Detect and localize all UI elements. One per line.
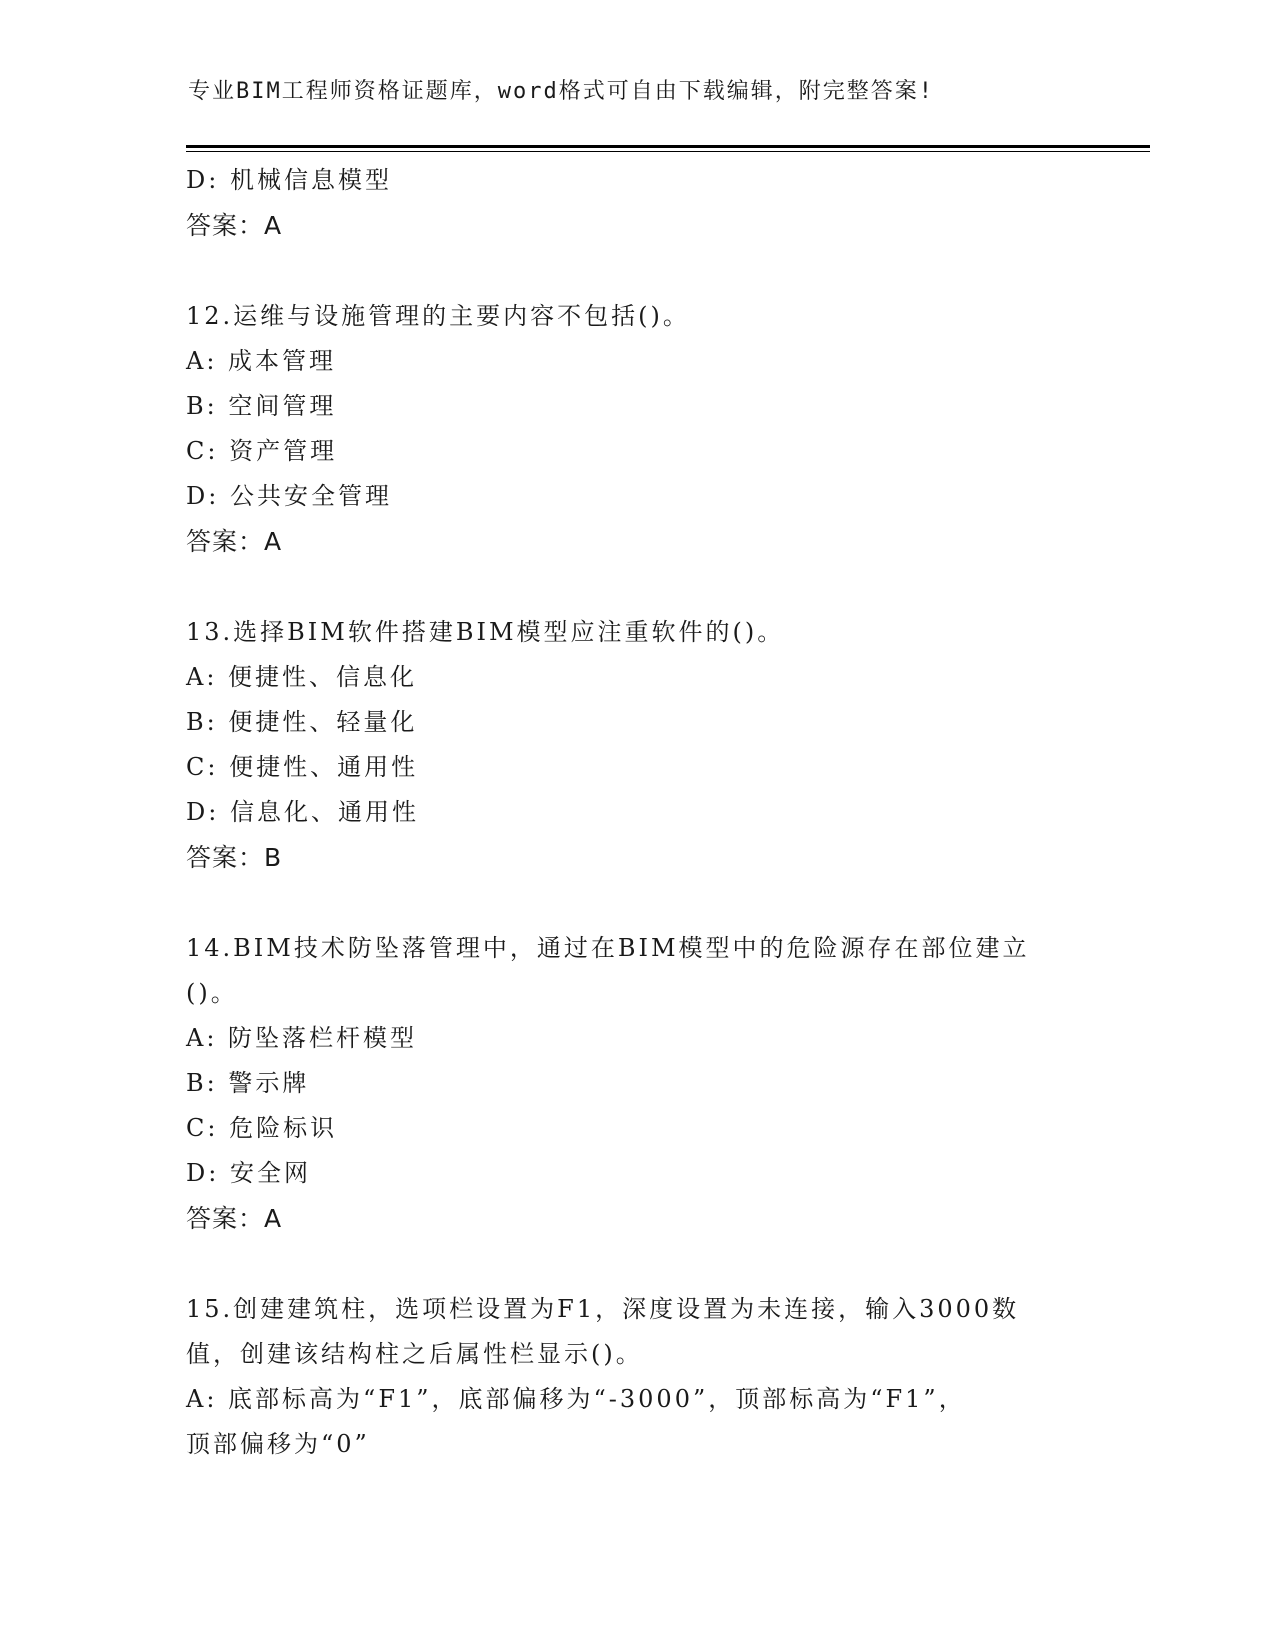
question-content [186,158,1086,1467]
q14-option-c: C: 危险标识 [186,1114,338,1142]
q14-title-line1: 14.BIM技术防坠落管理中，通过在BIM模型中的危险源存在部位建立 [186,934,1030,962]
q14-title-line2: ()。 [186,979,238,1007]
q12-option-a: A: 成本管理 [186,347,337,375]
q13-title: 13.选择BIM软件搭建BIM模型应注重软件的()。 [186,618,785,646]
prev-option-d: D: 机械信息模型 [186,166,392,194]
q14-option-a: A: 防坠落栏杆模型 [186,1024,418,1052]
spacer [186,564,1086,610]
q15-option-a-line2: 顶部偏移为“0” [186,1430,370,1458]
page-header: 专业BIM工程师资格证题库，word格式可自由下载编辑，附完整答案! [188,79,934,104]
prev-answer: 答案：A [186,211,283,240]
q14-option-b: B: 警示牌 [186,1069,310,1097]
q13-option-d: D: 信息化、通用性 [186,798,419,826]
q14-answer: 答案：A [186,1204,283,1233]
spacer [186,1241,1086,1287]
q13-option-b: B: 便捷性、轻量化 [186,708,418,736]
q15-title-line1: 15.创建建筑柱，选项栏设置为F1，深度设置为未连接，输入3000数 [186,1295,1020,1323]
q12-title: 12.运维与设施管理的主要内容不包括()。 [186,302,690,330]
q13-answer: 答案：B [186,843,283,872]
q13-option-a: A: 便捷性、信息化 [186,663,418,691]
q12-option-c: C: 资产管理 [186,437,338,465]
q14-option-d: D: 安全网 [186,1159,311,1187]
q12-option-b: B: 空间管理 [186,392,337,420]
q12-answer: 答案：A [186,527,283,556]
spacer [186,880,1086,926]
q12-option-d: D: 公共安全管理 [186,482,392,510]
header-rule-thin [186,151,1150,152]
q15-title-line2: 值，创建该结构柱之后属性栏显示()。 [186,1340,643,1368]
spacer [186,248,1086,294]
q15-option-a-line1: A: 底部标高为“F1”，底部偏移为“-3000”，顶部标高为“F1”， [186,1385,966,1413]
q13-option-c: C: 便捷性、通用性 [186,753,419,781]
header-rule-thick [186,145,1150,148]
